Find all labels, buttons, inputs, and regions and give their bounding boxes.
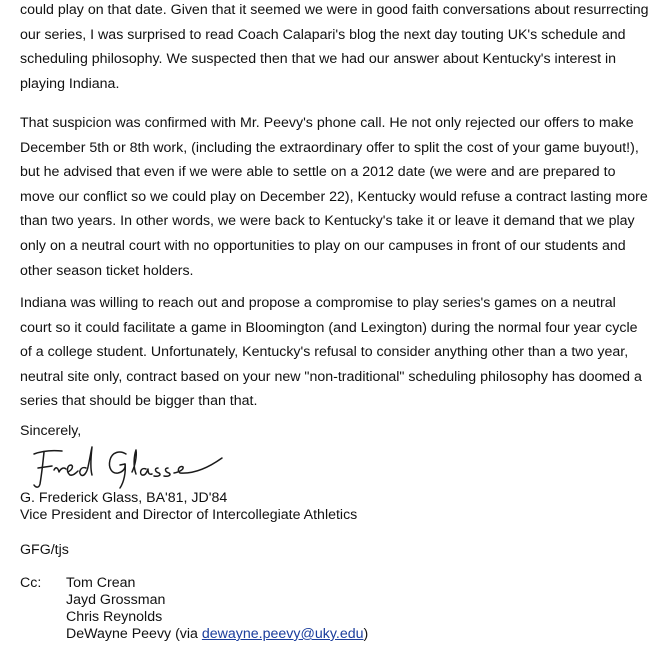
paragraph-2: That suspicion was confirmed with Mr. Peevy's phone call. He not only rejected our offers to make December 5th or 8th work, (including the extraordinary offer to split the cost of your game buyout!), but he advised that even if we were able to settle on a 2012 date (we were and are prepared to move our conflict so we could play on December 22), Kentucky would refuse a contract lasting more than two years. In other words, we were back to Kentucky's take it or leave it demand that we play only on a neutral court with no opportunities to play on our campuses in front of our students and other season ticket holders.	[20, 115, 648, 279]
email-link[interactable]: dewayne.peevy@uky.edu	[201, 626, 364, 642]
cc-recipient: Tom Crean	[66, 575, 136, 591]
cc-last-suffix: )	[363, 626, 369, 642]
typist-initials: GFG/tjs	[20, 542, 69, 558]
paragraph-1: could play on that date. Given that it seemed we were in good faith conversations about resurrecting our series, I was surprised to read Coach Calapari's blog the next day touting UK's schedule and scheduling philosophy. We suspected then that we had our answer about Kentucky's interest in playing Indiana.	[20, 2, 649, 92]
closing: Sincerely,	[20, 423, 82, 439]
cc-label: Cc:	[20, 575, 42, 591]
signer-name: G. Frederick Glass, BA'81, JD'84	[20, 490, 228, 506]
handwritten-signature	[28, 442, 228, 492]
cc-recipient-with-email	[66, 626, 368, 643]
signer-title: Vice President and Director of Intercollegiate Athletics	[20, 507, 358, 523]
cc-recipient: Jayd Grossman	[66, 592, 166, 608]
cc-recipient: Chris Reynolds	[66, 609, 163, 625]
paragraph-3: Indiana was willing to reach out and propose a compromise to play series's games on a neutral court so it could facilitate a game in Bloomington (and Lexington) during the normal four year cycle of a college student. Unfortunately, Kentucky's refusal to consider anything other than a two year, neutral site only, contract based on your new "non-traditional" scheduling philosophy has doomed a series that should be bigger than that.	[20, 295, 642, 410]
cc-last-prefix: DeWayne Peevy (via	[66, 626, 202, 642]
